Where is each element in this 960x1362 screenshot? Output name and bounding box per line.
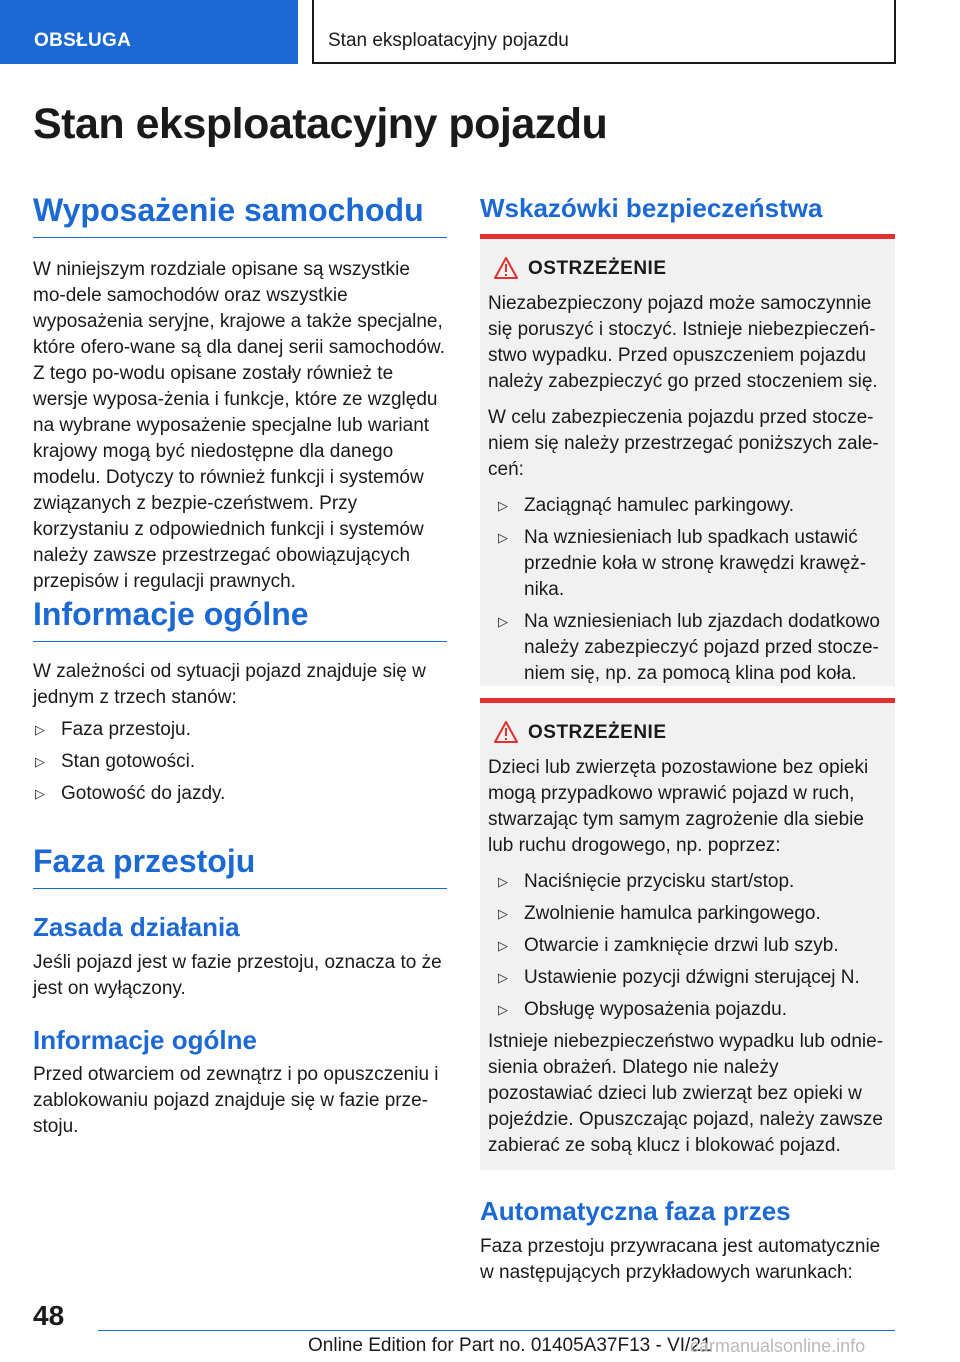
list-item: ▷ Obsługę wyposażenia pojazdu. bbox=[488, 997, 887, 1023]
footer-watermark: carmanualsonline.info bbox=[690, 1336, 866, 1356]
paragraph-automatyczna: Faza przestoju przywracana jest automatycznie w następujących przykładowych warunkach: bbox=[480, 1236, 881, 1283]
heading-zasada-dzialania: Zasada działania bbox=[33, 912, 240, 942]
list-stany bbox=[33, 717, 447, 813]
warning-triangle-icon bbox=[494, 721, 518, 743]
heading-automatyczna-faza: Automatyczna faza przes bbox=[480, 1196, 791, 1226]
list-item: ▷ Otwarcie i zamknięcie drzwi lub szyb. bbox=[488, 933, 887, 959]
footer-divider bbox=[98, 1330, 895, 1331]
list-item: ▷ Zwolnienie hamulca parkingowego. bbox=[488, 901, 887, 927]
triangle-right-icon: ▷ bbox=[498, 498, 508, 513]
section-tab: OBSŁUGA bbox=[0, 0, 298, 64]
warning-list bbox=[488, 869, 887, 1023]
footer-edition: Online Edition for Part no. 01405A37F13 - VI/21 bbox=[308, 1335, 712, 1356]
triangle-right-icon: ▷ bbox=[35, 754, 45, 769]
warning-triangle-icon bbox=[494, 257, 518, 279]
triangle-right-icon: ▷ bbox=[35, 722, 45, 737]
triangle-right-icon: ▷ bbox=[498, 970, 508, 985]
warning-text: Istnieje niebezpieczeństwo wypadku lub odnie-sienia obrażeń. Dlatego nie należy pozostawiać dzieci lub zwierząt bez opieki w pojeździe. Opuszczając pojazd, należy zawsze zabierać ze sobą klucz i blokować pojazd. bbox=[488, 1031, 884, 1156]
warning-text: W celu zabezpieczenia pojazdu przed stocze-niem się należy przestrzegać poniższych zale-ceń: bbox=[488, 407, 879, 480]
list-item: ▷ Zaciągnąć hamulec parkingowy. bbox=[488, 493, 887, 519]
triangle-right-icon: ▷ bbox=[498, 530, 508, 545]
page-title: Stan eksploatacyjny pojazdu bbox=[33, 100, 608, 148]
paragraph-zasada: Jeśli pojazd jest w fazie przestoju, oznacza to że jest on wyłączony. bbox=[33, 952, 442, 999]
heading-informacje-ogolne-2: Informacje ogólne bbox=[33, 1025, 257, 1055]
paragraph-stany: W zależności od sytuacji pojazd znajduje się w jednym z trzech stanów: bbox=[33, 661, 426, 708]
warning-text: Niezabezpieczony pojazd może samoczynnie się poruszyć i stoczyć. Istnieje niebezpieczeń-stwo wypadku. Przed opuszczeniem pojazdu należy zabezpieczyć go przed stoczeniem się. bbox=[488, 293, 878, 392]
heading-faza-przestoju: Faza przestoju bbox=[33, 843, 447, 889]
running-title: Stan eksploatacyjny pojazdu bbox=[312, 0, 896, 64]
triangle-right-icon: ▷ bbox=[498, 614, 508, 629]
list-item: ▷ Na wzniesieniach lub spadkach ustawić przednie koła w stronę krawędzi krawęż-nika. bbox=[498, 527, 867, 600]
warning-title: OSTRZEŻENIE bbox=[528, 258, 667, 279]
page-number: 48 bbox=[33, 1300, 65, 1331]
list-item: ▷ Ustawienie pozycji dźwigni sterującej N. bbox=[488, 965, 887, 991]
triangle-right-icon: ▷ bbox=[498, 874, 508, 889]
paragraph-wyposazenie: W niniejszym rozdziale opisane są wszystkie mo-dele samochodów oraz wszystkie wyposażenia seryjne, krajowe a także specjalne, które ofero-wane są dla danej serii samochodów. Z tego po-wodu opisane zostały również te wersje wyposa-żenia i funkcje, które ze względu na wybrane wyposażenie specjalne lub wariant krajowy mogą być niedostępne dla danego modelu. Dotyczy to również funkcji i systemów związanych z bezpie-czeństwem. Przy korzystaniu z odpowiednich funkcji i systemów należy zawsze przestrzegać obowiązujących przepisów i regulacji prawnych. bbox=[33, 259, 445, 592]
list-item: ▷ Stan gotowości. bbox=[33, 749, 447, 775]
paragraph-informacje-2: Przed otwarciem od zewnątrz i po opuszczeniu i zablokowaniu pojazd znajduje się w fazie prze-stoju. bbox=[33, 1064, 439, 1137]
list-item: ▷ Faza przestoju. bbox=[33, 717, 447, 743]
list-item: ▷ Naciśnięcie przycisku start/stop. bbox=[488, 869, 887, 895]
warning-title: OSTRZEŻENIE bbox=[528, 722, 667, 743]
warning-box-2 bbox=[480, 698, 895, 1170]
heading-informacje-ogolne: Informacje ogólne bbox=[33, 596, 447, 642]
warning-box-1 bbox=[480, 234, 895, 686]
triangle-right-icon: ▷ bbox=[498, 938, 508, 953]
warning-list bbox=[488, 493, 887, 687]
list-item: ▷ Na wzniesieniach lub zjazdach dodatkowo należy zabezpieczyć pojazd przed stocze-niem się, np. za pomocą klina pod koła. bbox=[498, 611, 880, 684]
heading-wyposazenie: Wyposażenie samochodu bbox=[33, 192, 447, 238]
list-item: ▷ Gotowość do jazdy. bbox=[33, 781, 447, 807]
triangle-right-icon: ▷ bbox=[498, 1002, 508, 1017]
triangle-right-icon: ▷ bbox=[35, 786, 45, 801]
warning-text: Dzieci lub zwierzęta pozostawione bez opieki mogą przypadkowo wprawić pojazd w ruch, stwarzając tym samym zagrożenie dla siebie lub ruchu drogowego, np. poprzez: bbox=[488, 757, 869, 856]
heading-wskazowki: Wskazówki bezpieczeństwa bbox=[480, 193, 823, 223]
triangle-right-icon: ▷ bbox=[498, 906, 508, 921]
